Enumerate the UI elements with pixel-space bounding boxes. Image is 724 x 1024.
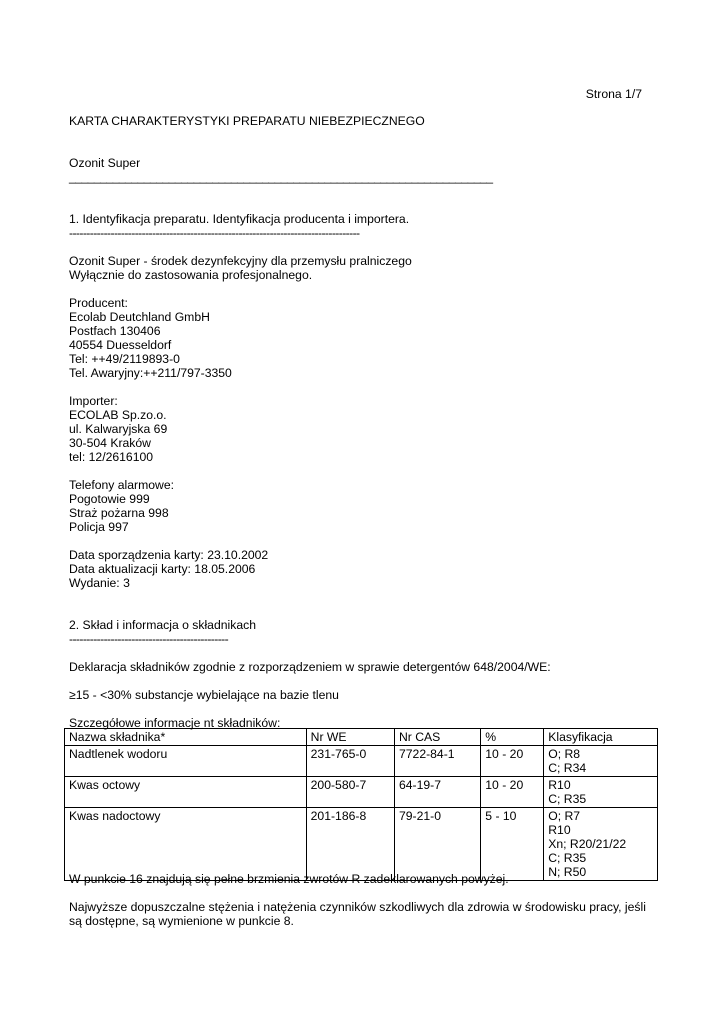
police-phone: Policja 997 xyxy=(69,520,129,534)
classification-line: R10 xyxy=(548,778,571,792)
table-row xyxy=(65,746,658,777)
producer-label: Producent: xyxy=(69,296,128,310)
detergent-declaration: Deklaracja składników zgodnie z rozporządzeniem w sprawie detergentów 648/2004/WE: xyxy=(69,660,551,674)
percent: 5 - 10 xyxy=(481,808,544,881)
producer-postbox: Postfach 130406 xyxy=(69,324,161,338)
exposure-limits-line1: Najwyższe dopuszczalne stężenia i natężenia czynników szkodliwych dla zdrowia w środowisku pracy, jeśli xyxy=(69,900,646,914)
importer-name: ECOLAB Sp.zo.o. xyxy=(69,408,167,422)
ambulance-phone: Pogotowie 999 xyxy=(69,492,150,506)
percent: 10 - 20 xyxy=(481,777,544,808)
ingredient-name: Kwas nadoctowy xyxy=(65,808,307,881)
ingredient-name: Kwas octowy xyxy=(65,777,307,808)
update-date: Data aktualizacji karty: 18.05.2006 xyxy=(69,562,256,576)
cas-number: 64-19-7 xyxy=(394,777,480,808)
cas-number: 7722-84-1 xyxy=(394,746,480,777)
r-phrases-note: W punkcie 16 znajdują się pełne brzmienia zwrotów R zadeklarowanych powyżej. xyxy=(69,872,509,886)
table-row xyxy=(65,808,658,881)
table-row xyxy=(65,777,658,808)
classification-line: O; R7 xyxy=(548,809,581,823)
ec-number: 200-580-7 xyxy=(306,777,394,808)
product-underline: ____________________________________________________________________ xyxy=(69,170,493,184)
classification-line: O; R8 xyxy=(548,747,581,761)
ingredient-details-label: Szczegółowe informacje nt składników: xyxy=(69,716,281,730)
ec-number: 201-186-8 xyxy=(306,808,394,881)
classification-line: R10 xyxy=(548,823,571,837)
ec-number: 231-765-0 xyxy=(306,746,394,777)
importer-phone: tel: 12/2616100 xyxy=(69,450,154,464)
edition: Wydanie: 3 xyxy=(69,576,130,590)
section2-divider: ---------------------------------------------- xyxy=(69,632,229,646)
importer-label: Importer: xyxy=(69,394,118,408)
section1-divider: ------------------------------------------------------------------------------------ xyxy=(69,226,360,240)
importer-city: 30-504 Kraków xyxy=(69,436,151,450)
classification-line: N; R50 xyxy=(548,865,587,879)
header-name: Nazwa składnika* xyxy=(65,729,307,746)
classification-line: C; R34 xyxy=(548,761,587,775)
creation-date: Data sporządzenia karty: 23.10.2002 xyxy=(69,548,269,562)
fire-brigade-phone: Straż pożarna 998 xyxy=(69,506,169,520)
header-percent: % xyxy=(481,729,544,746)
section1-heading: 1. Identyfikacja preparatu. Identyfikacja producenta i importera. xyxy=(69,212,410,226)
product-name: Ozonit Super xyxy=(69,156,141,170)
producer-phone: Tel: ++49/2119893-0 xyxy=(69,352,180,366)
header-classification: Klasyfikacja xyxy=(544,729,658,746)
table-header-row xyxy=(65,729,658,746)
classification xyxy=(544,746,658,777)
exposure-limits-line2: są dostępne, są wymienione w punkcie 8. xyxy=(69,914,294,928)
ingredients-table xyxy=(64,728,658,881)
importer-street: ul. Kalwaryjska 69 xyxy=(69,422,168,436)
document-title: KARTA CHARAKTERYSTYKI PREPARATU NIEBEZPIECZNEGO xyxy=(69,114,425,128)
alarm-phones-label: Telefony alarmowe: xyxy=(69,478,174,492)
producer-emergency-phone: Tel. Awaryjny:++211/797-3350 xyxy=(69,366,232,380)
bleach-content: ≥15 - <30% substancje wybielające na bazie tlenu xyxy=(69,688,339,702)
header-cas-number: Nr CAS xyxy=(394,729,480,746)
page-number: Strona 1/7 xyxy=(585,87,642,101)
ingredient-name: Nadtlenek wodoru xyxy=(65,746,307,777)
classification-line: C; R35 xyxy=(548,792,587,806)
product-description: Ozonit Super - środek dezynfekcyjny dla przemysłu pralniczego xyxy=(69,254,412,268)
percent: 10 - 20 xyxy=(481,746,544,777)
section2-heading: 2. Skład i informacja o składnikach xyxy=(69,618,256,632)
classification-line: C; R35 xyxy=(548,851,587,865)
classification xyxy=(544,777,658,808)
producer-name: Ecolab Deutchland GmbH xyxy=(69,310,210,324)
professional-use-note: Wyłącznie do zastosowania profesjonalnego. xyxy=(69,268,313,282)
producer-city: 40554 Duesseldorf xyxy=(69,338,172,352)
classification-line: Xn; R20/21/22 xyxy=(548,837,627,851)
classification xyxy=(544,808,658,881)
header-ec-number: Nr WE xyxy=(306,729,394,746)
cas-number: 79-21-0 xyxy=(394,808,480,881)
